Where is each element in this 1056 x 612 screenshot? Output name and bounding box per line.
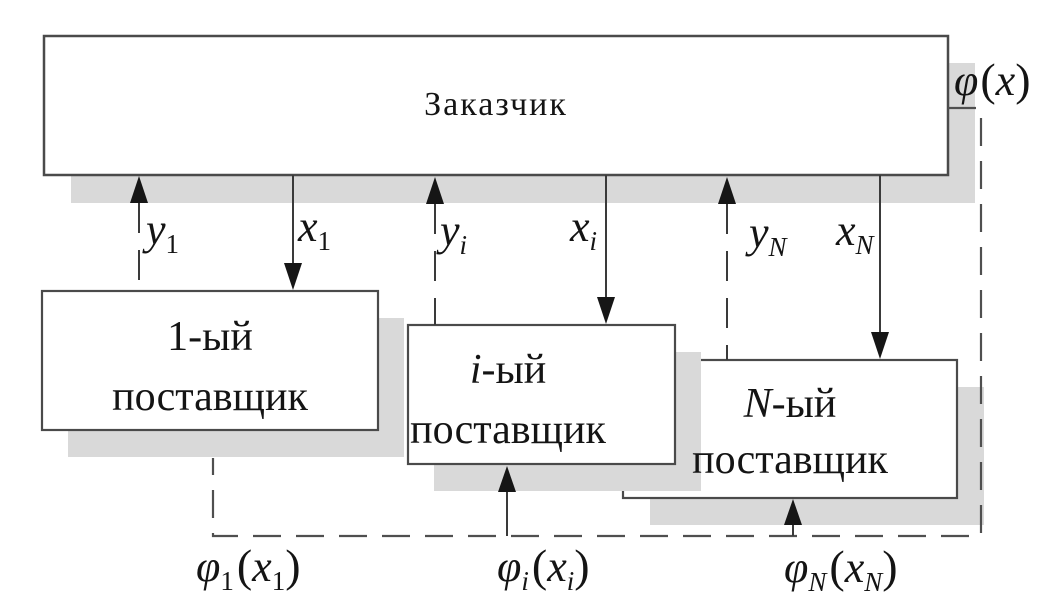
supplier-i-label-line1: i-ый xyxy=(469,347,547,393)
label-xi: $x_i$ xyxy=(570,202,598,256)
arrow-xi-head xyxy=(597,297,615,324)
label-phi1-x1: $\varphi_1(x_1)$ xyxy=(196,540,301,596)
label-phi-x: φ(x) xyxy=(954,54,1031,105)
label-y1: $y_1$ xyxy=(146,205,180,259)
label-x1: $x_1$ xyxy=(298,202,332,256)
supplier-1-label-line1: 1-ый xyxy=(167,314,253,360)
supplier-n-label-line2: поставщик xyxy=(692,437,888,483)
supplier-i-label-line2: поставщик xyxy=(410,407,606,453)
label-yn: $y_N$ xyxy=(749,208,787,262)
arrow-x1-head xyxy=(284,263,302,290)
label-xn: $x_N$ xyxy=(836,206,874,260)
label-phin-xn: $\varphi_N(x_N)$ xyxy=(784,541,898,597)
supplier-1-label-line2: поставщик xyxy=(112,374,308,420)
supplier-n-label-line1: N-ый xyxy=(743,381,837,427)
label-phii-xi: $\varphi_i(x_i)$ xyxy=(497,540,590,596)
arrow-xn-head xyxy=(871,332,889,359)
label-yi: $y_i$ xyxy=(440,206,468,260)
customer-label: Заказчик xyxy=(424,86,568,123)
